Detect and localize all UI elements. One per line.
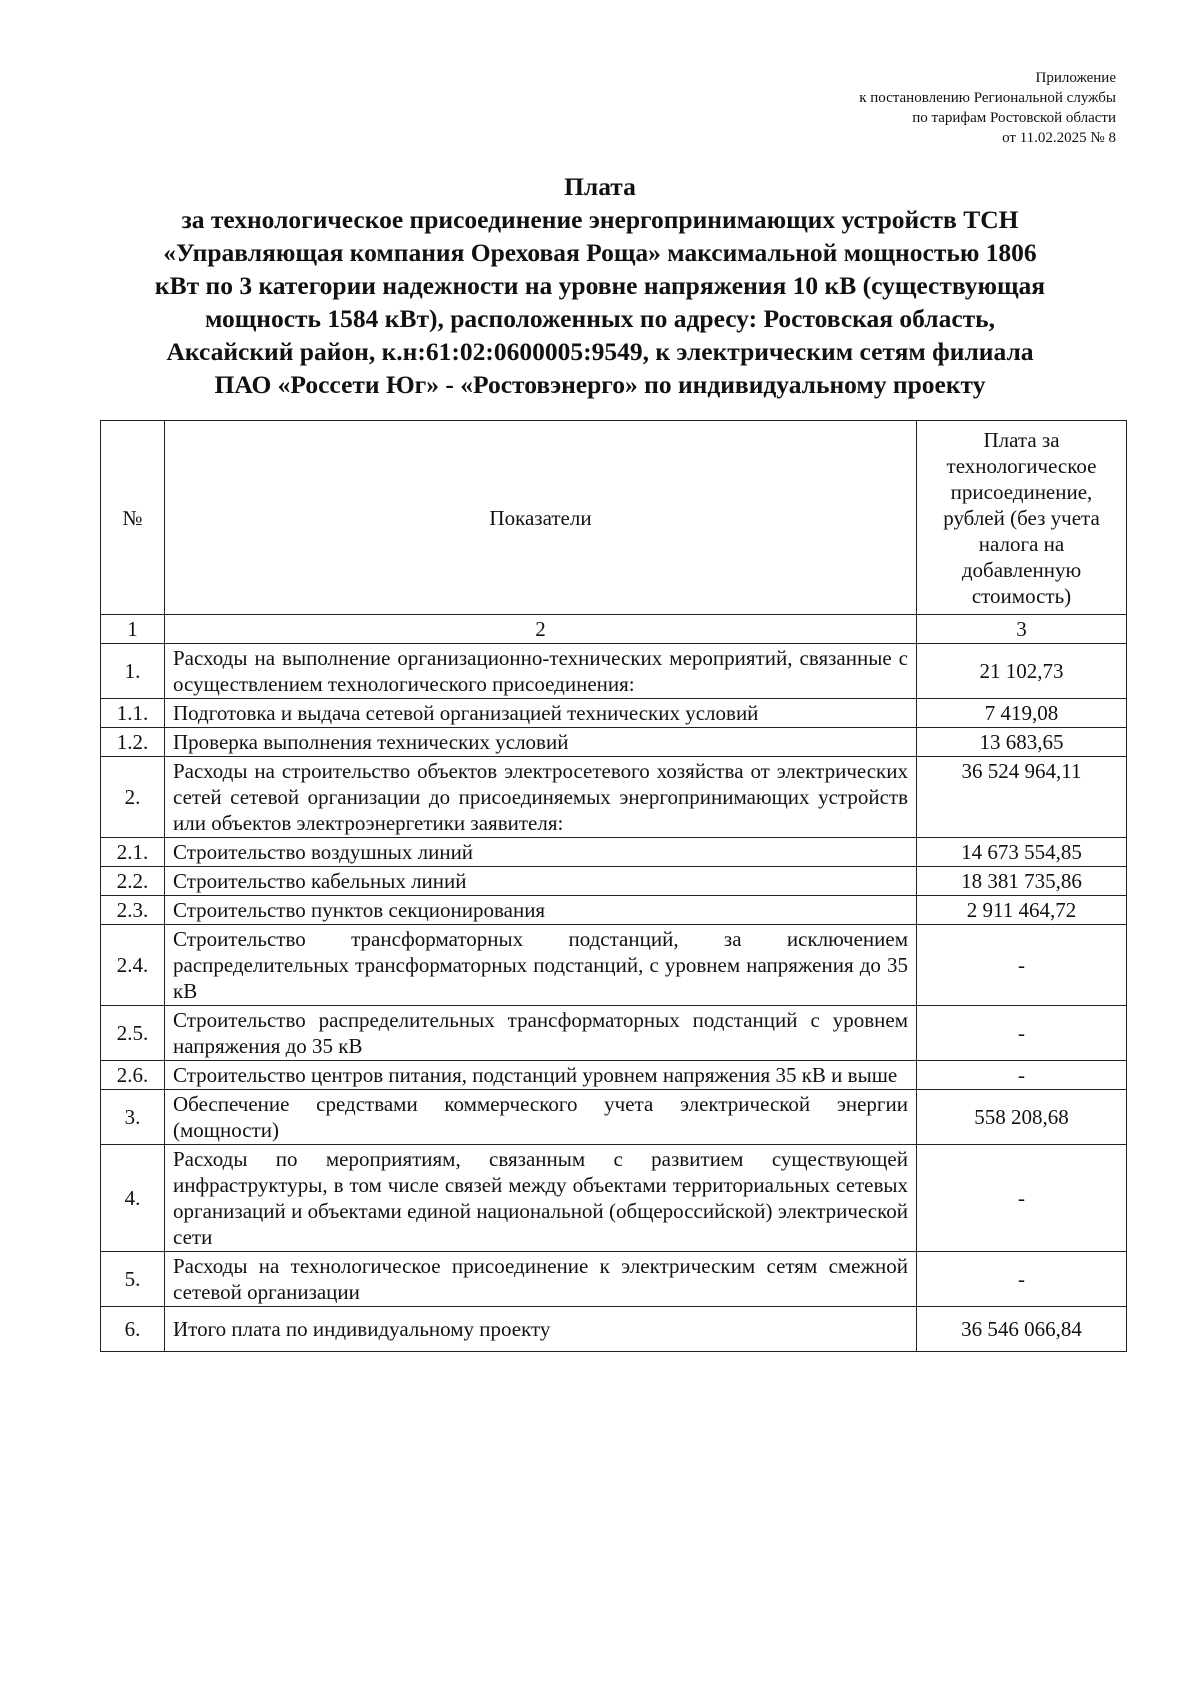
row-value: 18 381 735,86 — [917, 867, 1127, 896]
row-indicator: Подготовка и выдача сетевой организацией технических условий — [165, 699, 917, 728]
row-number: 2.2. — [101, 867, 165, 896]
row-number: 3. — [101, 1090, 165, 1145]
row-indicator: Итого плата по индивидуальному проекту — [165, 1307, 917, 1352]
header-indicators: Показатели — [165, 421, 917, 615]
row-value: 13 683,65 — [917, 728, 1127, 757]
row-number: 2.1. — [101, 838, 165, 867]
row-indicator: Строительство пунктов секционирования — [165, 896, 917, 925]
table-row — [101, 867, 1127, 896]
column-number: 2 — [165, 615, 917, 644]
title-line: мощность 1584 кВт), расположенных по адресу: Ростовская область, — [204, 304, 996, 333]
row-value: 558 208,68 — [917, 1090, 1127, 1145]
row-number: 6. — [101, 1307, 165, 1352]
row-value: - — [917, 925, 1127, 1006]
row-value: 36 524 964,11 — [917, 757, 1127, 838]
row-indicator: Расходы на технологическое присоединение к электрическим сетям смежной сетевой организации — [165, 1252, 917, 1307]
column-number: 1 — [101, 615, 165, 644]
row-value: - — [917, 1252, 1127, 1307]
row-indicator: Строительство центров питания, подстанций уровнем напряжения 35 кВ и выше — [165, 1061, 917, 1090]
row-number: 2.4. — [101, 925, 165, 1006]
row-number: 1.1. — [101, 699, 165, 728]
table-row-total — [101, 1307, 1127, 1352]
row-value: 14 673 554,85 — [917, 838, 1127, 867]
table-row — [101, 644, 1127, 699]
attachment-note — [859, 68, 1116, 148]
row-value: - — [917, 1006, 1127, 1061]
row-number: 5. — [101, 1252, 165, 1307]
row-value: 7 419,08 — [917, 699, 1127, 728]
row-value: - — [917, 1145, 1127, 1252]
title-line: за технологическое присоединение энергопринимающих устройств ТСН — [181, 205, 1019, 234]
column-number: 3 — [917, 615, 1127, 644]
table-header-row — [101, 421, 1127, 615]
row-indicator: Строительство кабельных линий — [165, 867, 917, 896]
row-indicator: Строительство воздушных линий — [165, 838, 917, 867]
row-value: 36 546 066,84 — [917, 1307, 1127, 1352]
table-row — [101, 838, 1127, 867]
table-row — [101, 1145, 1127, 1252]
attachment-line: по тарифам Ростовской области — [912, 110, 1116, 126]
row-number: 4. — [101, 1145, 165, 1252]
row-indicator: Строительство трансформаторных подстанций, за исключением распределительных трансформаторных подстанций, с уровнем напряжения до 35 кВ — [165, 925, 917, 1006]
attachment-line: Приложение — [1035, 70, 1116, 86]
row-number: 1. — [101, 644, 165, 699]
row-number: 1.2. — [101, 728, 165, 757]
row-indicator: Расходы на выполнение организационно-технических мероприятий, связанные с осуществлением технологического присоединения: — [165, 644, 917, 699]
row-number: 2.5. — [101, 1006, 165, 1061]
document-title — [100, 170, 1100, 401]
row-indicator: Обеспечение средствами коммерческого учета электрической энергии (мощности) — [165, 1090, 917, 1145]
table-row — [101, 757, 1127, 838]
column-number-row — [101, 615, 1127, 644]
row-value: - — [917, 1061, 1127, 1090]
row-indicator: Строительство распределительных трансформаторных подстанций с уровнем напряжения до 35 кВ — [165, 1006, 917, 1061]
title-line: Плата — [564, 172, 636, 201]
table-row — [101, 1252, 1127, 1307]
row-value: 21 102,73 — [917, 644, 1127, 699]
attachment-line: к постановлению Региональной службы — [859, 90, 1116, 106]
attachment-line: от 11.02.2025 № 8 — [1002, 130, 1116, 146]
table-row — [101, 925, 1127, 1006]
row-number: 2.6. — [101, 1061, 165, 1090]
row-indicator: Расходы на строительство объектов электросетевого хозяйства от электрических сетей сетевой организации до присоединяемых энергопринимающих устройств или объектов электроэнергетики заявителя: — [165, 757, 917, 838]
title-line: кВт по 3 категории надежности на уровне напряжения 10 кВ (существующая — [154, 271, 1046, 300]
title-line: Аксайский район, к.н:61:02:0600005:9549, к электрическим сетям филиала — [166, 337, 1034, 366]
table-row — [101, 699, 1127, 728]
row-number: 2.3. — [101, 896, 165, 925]
title-line: ПАО «Россети Юг» - «Ростовэнерго» по индивидуальному проекту — [214, 370, 986, 399]
table-row — [101, 1090, 1127, 1145]
header-num: № — [101, 421, 165, 615]
row-value: 2 911 464,72 — [917, 896, 1127, 925]
header-fee: Плата за технологическое присоединение, рублей (без учета налога на добавленную стоимость) — [917, 421, 1127, 615]
row-indicator: Проверка выполнения технических условий — [165, 728, 917, 757]
table-row — [101, 728, 1127, 757]
row-indicator: Расходы по мероприятиям, связанным с развитием существующей инфраструктуры, в том числе связей между объектами территориальных сетевых организаций и объектами единой национальной (общероссийской) электрической сети — [165, 1145, 917, 1252]
fee-table — [100, 420, 1127, 1352]
table-row — [101, 896, 1127, 925]
title-line: «Управляющая компания Ореховая Роща» максимальной мощностью 1806 — [163, 238, 1037, 267]
row-number: 2. — [101, 757, 165, 838]
table-row — [101, 1061, 1127, 1090]
table-row — [101, 1006, 1127, 1061]
